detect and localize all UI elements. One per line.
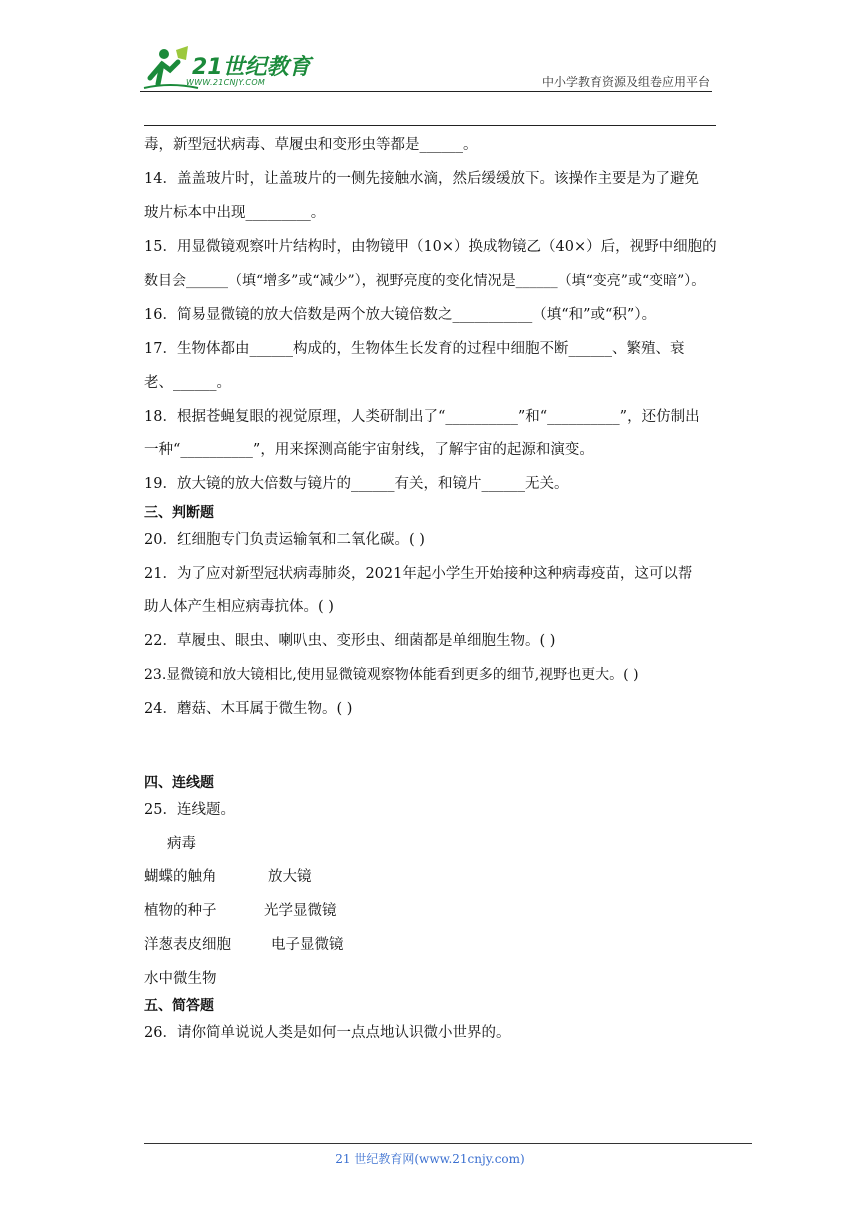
text-line: 玻片标本中出现_________。: [144, 205, 326, 221]
question-25: 25．连线题。: [144, 802, 235, 818]
match-right-item: 光学显微镜: [264, 903, 337, 919]
body-divider: [144, 125, 716, 126]
question-26: 26．请你简单说说人类是如何一点点地认识微小世界的。: [144, 1025, 511, 1041]
section-title: 五、简答题: [144, 998, 214, 1014]
header-divider: [140, 91, 712, 92]
match-right-item: 电子显微镜: [271, 937, 344, 953]
question-19: 19．放大镜的放大倍数与镜片的______有关，和镜片______无关。: [144, 476, 569, 492]
question-23: 23.显微镜和放大镜相比,使用显微镜观察物体能看到更多的细节,视野也更大。( ): [144, 667, 639, 683]
section-title: 三、判断题: [144, 505, 214, 521]
text-line: 助人体产生相应病毒抗体。( ): [144, 599, 334, 615]
question-21: 21．为了应对新型冠状病毒肺炎，2021年起小学生开始接种这种病毒疫苗，这可以帮: [144, 566, 693, 582]
text-line: 数目会______（填“增多”或“减少”），视野亮度的变化情况是______（填“变亮”或“变暗”）。: [144, 273, 706, 289]
question-24: 24．蘑菇、木耳属于微生物。( ): [144, 701, 353, 717]
question-20: 20．红细胞专门负责运输氧和二氧化碳。( ): [144, 532, 425, 548]
section-title: 四、连线题: [144, 775, 214, 791]
question-18: 18．根据苍蝇复眼的视觉原理，人类研制出了“__________”和“__________”，还仿制出: [144, 409, 700, 425]
question-14: 14．盖盖玻片时，让盖玻片的一侧先接触水滴，然后缓缓放下。该操作主要是为了避免: [144, 171, 699, 187]
question-17: 17．生物体都由______构成的，生物体生长发育的过程中细胞不断______、繁殖、衰: [144, 341, 685, 357]
logo-url: WWW.21CNJY.COM: [186, 78, 266, 87]
question-16: 16．简易显微镜的放大倍数是两个放大镜倍数之___________（填“和”或“积”）。: [144, 307, 657, 323]
question-22: 22．草履虫、眼虫、喇叭虫、变形虫、细菌都是单细胞生物。( ): [144, 633, 556, 649]
match-left-item: 水中微生物: [144, 971, 217, 987]
match-left-item: 植物的种子: [144, 903, 217, 919]
text-line: 一种“__________”，用来探测高能宇宙射线，了解宇宙的起源和演变。: [144, 442, 594, 458]
match-left-item: 病毒: [167, 836, 196, 852]
footer-link[interactable]: 21 世纪教育网(www.21cnjy.com): [335, 1152, 525, 1166]
question-15: 15．用显微镜观察叶片结构时，由物镜甲（10×）换成物镜乙（40×）后，视野中细胞的: [144, 239, 717, 255]
text-line: 毒，新型冠状病毒、草履虫和变形虫等都是______。: [144, 137, 478, 153]
match-left-item: 蝴蝶的触角: [144, 869, 217, 885]
match-left-item: 洋葱表皮细胞: [144, 937, 231, 953]
text-line: 老、______。: [144, 375, 231, 391]
footer-divider: [144, 1143, 752, 1144]
logo-text: 21世纪教育: [192, 55, 311, 80]
platform-name: 中小学教育资源及组卷应用平台: [541, 75, 710, 89]
site-logo: [140, 44, 320, 92]
match-right-item: 放大镜: [268, 869, 312, 885]
